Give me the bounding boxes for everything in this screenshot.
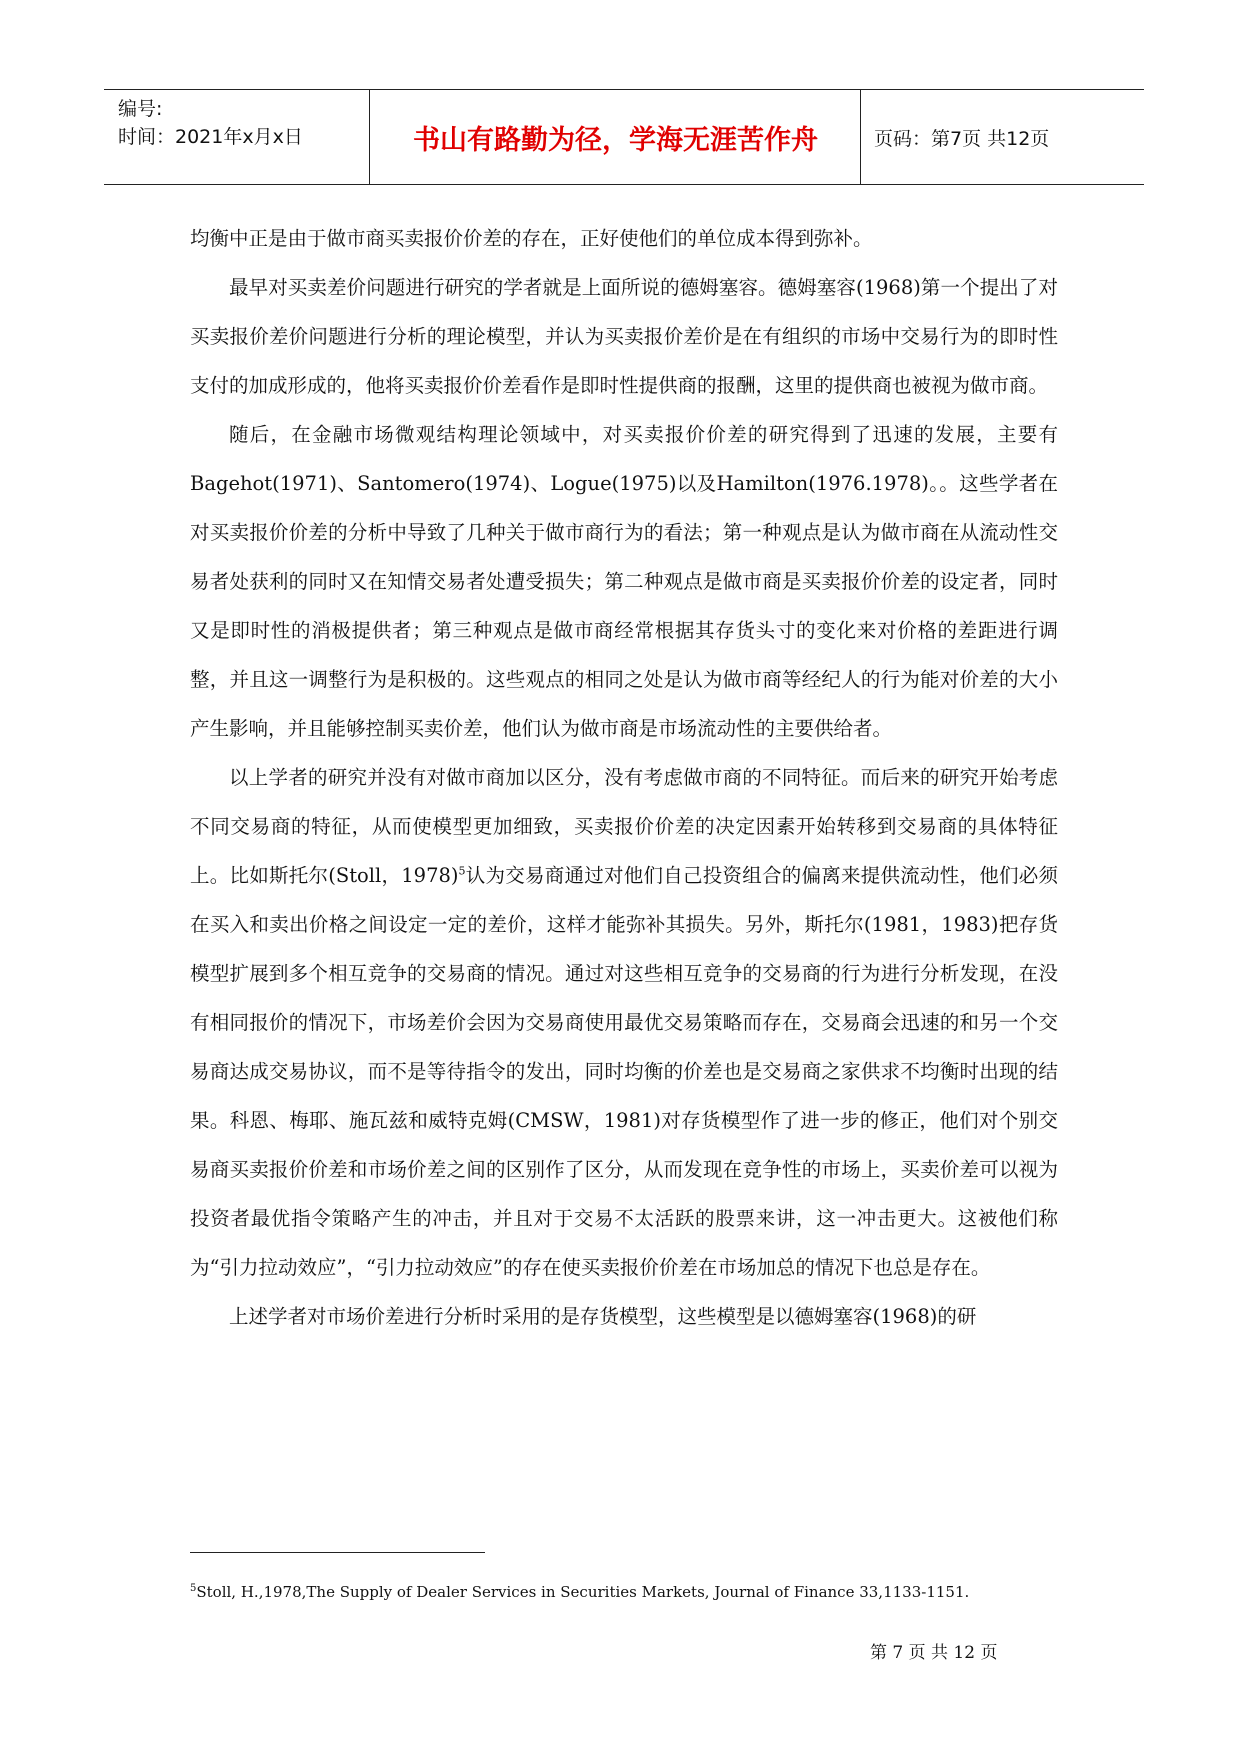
header-motto: 书山有路勤为径，学海无涯苦作舟 [413, 124, 818, 156]
document-body [190, 214, 1058, 1341]
footnote [190, 1583, 969, 1601]
header-divider [369, 90, 370, 184]
page-header [104, 89, 1144, 185]
footnote-text: Stoll, H.,1978,The Supply of Dealer Services in Securities Markets, Journal of Finance 33,1133-1151. [196, 1583, 970, 1601]
header-divider [860, 90, 861, 184]
paragraph: 随后，在金融市场微观结构理论领域中，对买卖报价价差的研究得到了迅速的发展，主要有Bagehot(1971)、Santomero(1974)、Logue(1975)以及Hamilton(1976.1978)。。这些学者在对买卖报价价差的分析中导致了几种关于做市商行为的看法；第一种观点是认为做市商在从流动性交易者处获利的同时又在知情交易者处遭受损失；第二种观点是做市商是买卖报价价差的设定者，同时又是即时性的消极提供者；第三种观点是做市商经常根据其存货头寸的变化来对价格的差距进行调整，并且这一调整行为是积极的。这些观点的相同之处是认为做市商等经纪人的行为能对价差的大小产生影响，并且能够控制买卖价差，他们认为做市商是市场流动性的主要供给者。 [190, 423, 1058, 740]
header-page-label: 页码：第7页 共12页 [874, 127, 1050, 150]
footnote-reference[interactable]: 5 [458, 864, 466, 878]
paragraph: 均衡中正是由于做市商买卖报价价差的存在，正好使他们的单位成本得到弥补。 [190, 227, 873, 250]
paragraph: 上述学者对市场价差进行分析时采用的是存货模型，这些模型是以德姆塞容(1968)的研 [229, 1305, 977, 1328]
header-time-label: 时间：2021年x月x日 [118, 126, 303, 148]
paragraph: 最早对买卖差价问题进行研究的学者就是上面所说的德姆塞容。德姆塞容(1968)第一个提出了对买卖报价差价问题进行分析的理论模型，并认为买卖报价差价是在有组织的市场中交易行为的即时性支付的加成形成的，他将买卖报价价差看作是即时性提供商的报酬，这里的提供商也被视为做市商。 [190, 276, 1058, 397]
header-meta [104, 90, 369, 184]
footnote-separator [190, 1552, 485, 1553]
header-id-label: 编号: [118, 98, 163, 120]
paragraph-text: 以上学者的研究并没有对做市商加以区分，没有考虑做市商的不同特征。而后来的研究开始考虑不同交易商的特征，从而使模型更加细致，买卖报价价差的决定因素开始转移到交易商的具体特征上。比如斯托尔(Stoll，1978) [190, 766, 1058, 887]
footnote-mark: 5 [190, 1583, 197, 1594]
page-footer: 第 7 页 共 12 页 [870, 1643, 998, 1663]
paragraph [190, 753, 1058, 1292]
paragraph-text: 认为交易商通过对他们自己投资组合的偏离来提供流动性，他们必须在买入和卖出价格之间设定一定的差价，这样才能弥补其损失。另外，斯托尔(1981，1983)把存货模型扩展到多个相互竞争的交易商的情况。通过对这些相互竞争的交易商的行为进行分析发现，在没有相同报价的情况下，市场差价会因为交易商使用最优交易策略而存在，交易商会迅速的和另一个交易商达成交易协议，而不是等待指令的发出，同时均衡的价差也是交易商之家供求不均衡时出现的结果。科恩、梅耶、施瓦兹和威特克姆(CMSW，1981)对存货模型作了进一步的修正，他们对个别交易商买卖报价价差和市场价差之间的区别作了区分，从而发现在竞争性的市场上，买卖价差可以视为投资者最优指令策略产生的冲击，并且对于交易不太活跃的股票来讲，这一冲击更大。这被他们称为“引力拉动效应”，“引力拉动效应”的存在使买卖报价价差在市场加总的情况下也总是存在。 [190, 864, 1058, 1279]
